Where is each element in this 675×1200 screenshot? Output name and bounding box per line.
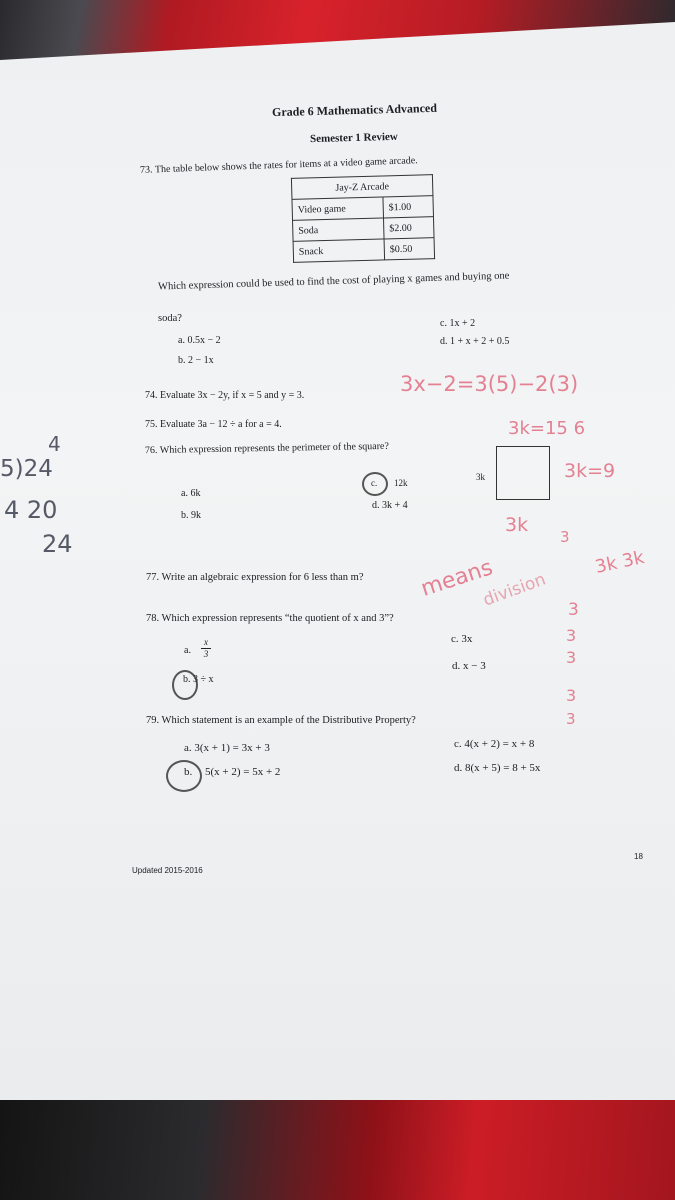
handwriting-q77: means [417, 555, 496, 602]
page-number: 18 [634, 852, 643, 861]
q73-option-d: d. 1 + x + 2 + 0.5 [440, 336, 510, 347]
handwriting-q76-4: 3k 3k [593, 547, 647, 578]
background-bottom [0, 1090, 675, 1200]
q78-option-b: b. 3 ÷ x [183, 674, 214, 685]
q76-text: 76. Which expression represents the perimeter of the square? [144, 440, 389, 457]
handwriting-col-3: 3 [566, 648, 577, 667]
q73-option-b: b. 2 − 1x [178, 355, 214, 366]
handwriting-left-2: 5)24 [0, 456, 53, 482]
q76-option-c: 12k [394, 478, 408, 488]
page-title: Grade 6 Mathematics Advanced [271, 100, 438, 120]
table-row: Snack $0.50 [293, 238, 435, 263]
handwriting-left-1: 4 [48, 432, 61, 456]
table-title: Jay-Z Arcade [291, 175, 433, 200]
arcade-table [291, 174, 435, 263]
page-subtitle: Semester 1 Review [309, 130, 398, 146]
q73-question-line2: soda? [158, 313, 182, 324]
handwriting-col-2: 3 [566, 626, 577, 645]
handwriting-col-5: 3 [566, 710, 576, 728]
q77-text: 77. Write an algebraic expression for 6 less than m? [146, 572, 364, 583]
q73-option-c: c. 1x + 2 [440, 318, 476, 329]
q78-option-a-letter: a. [184, 645, 191, 656]
q76-option-c-letter: c. [371, 478, 378, 488]
handwriting-q75: 3k=15 6 [508, 418, 586, 439]
q76-option-d: d. 3k + 4 [372, 500, 408, 511]
fraction-numerator: x [201, 637, 211, 649]
handwriting-left-3: 4 20 [4, 496, 58, 524]
q75-text: 75. Evaluate 3a − 12 ÷ a for a = 4. [145, 419, 282, 430]
q74-text: 74. Evaluate 3x − 2y, if x = 5 and y = 3. [145, 390, 305, 401]
q78-option-a-fraction [201, 637, 211, 660]
q79-option-c: c. 4(x + 2) = x + 8 [454, 738, 535, 750]
q76-option-b: b. 9k [181, 510, 201, 521]
handwriting-q76-2: 3k [505, 514, 529, 536]
handwriting-q74: 3x−2=3(5)−2(3) [400, 372, 579, 396]
q73-option-a: a. 0.5x − 2 [178, 335, 221, 346]
q78-option-d: d. x − 3 [452, 660, 486, 672]
square-figure [496, 446, 550, 500]
q79-option-b: 5(x + 2) = 5x + 2 [205, 766, 281, 778]
q78-text: 78. Which expression represents “the quotient of x and 3”? [146, 613, 394, 624]
fraction-denominator: 3 [203, 649, 209, 659]
table-row: Soda $2.00 [293, 217, 435, 242]
q78-option-c: c. 3x [451, 633, 473, 645]
handwriting-left-4: 24 [42, 530, 73, 558]
q79-option-d: d. 8(x + 5) = 8 + 5x [454, 762, 541, 774]
q79-option-a: a. 3(x + 1) = 3x + 3 [184, 742, 270, 754]
q79-text: 79. Which statement is an example of the Distributive Property? [146, 715, 416, 726]
handwriting-q76-1: 3k=9 [564, 460, 616, 482]
square-side-label: 3k [476, 472, 485, 482]
footer-updated: Updated 2015-2016 [132, 866, 203, 875]
handwriting-col-4: 3 [566, 686, 577, 705]
handwriting-q77-2: division [480, 569, 549, 611]
q79-option-b-letter: b. [184, 766, 193, 778]
handwriting-q76-3: 3 [560, 528, 570, 546]
handwriting-col-1: 3 [568, 600, 579, 620]
q76-option-a: a. 6k [181, 488, 201, 499]
table-row: Video game $1.00 [292, 196, 434, 221]
q73-prompt: 73. The table below shows the rates for items at a video game arcade. [139, 155, 418, 176]
q73-question-line1: Which expression could be used to find the cost of playing x games and buying one [157, 270, 510, 293]
